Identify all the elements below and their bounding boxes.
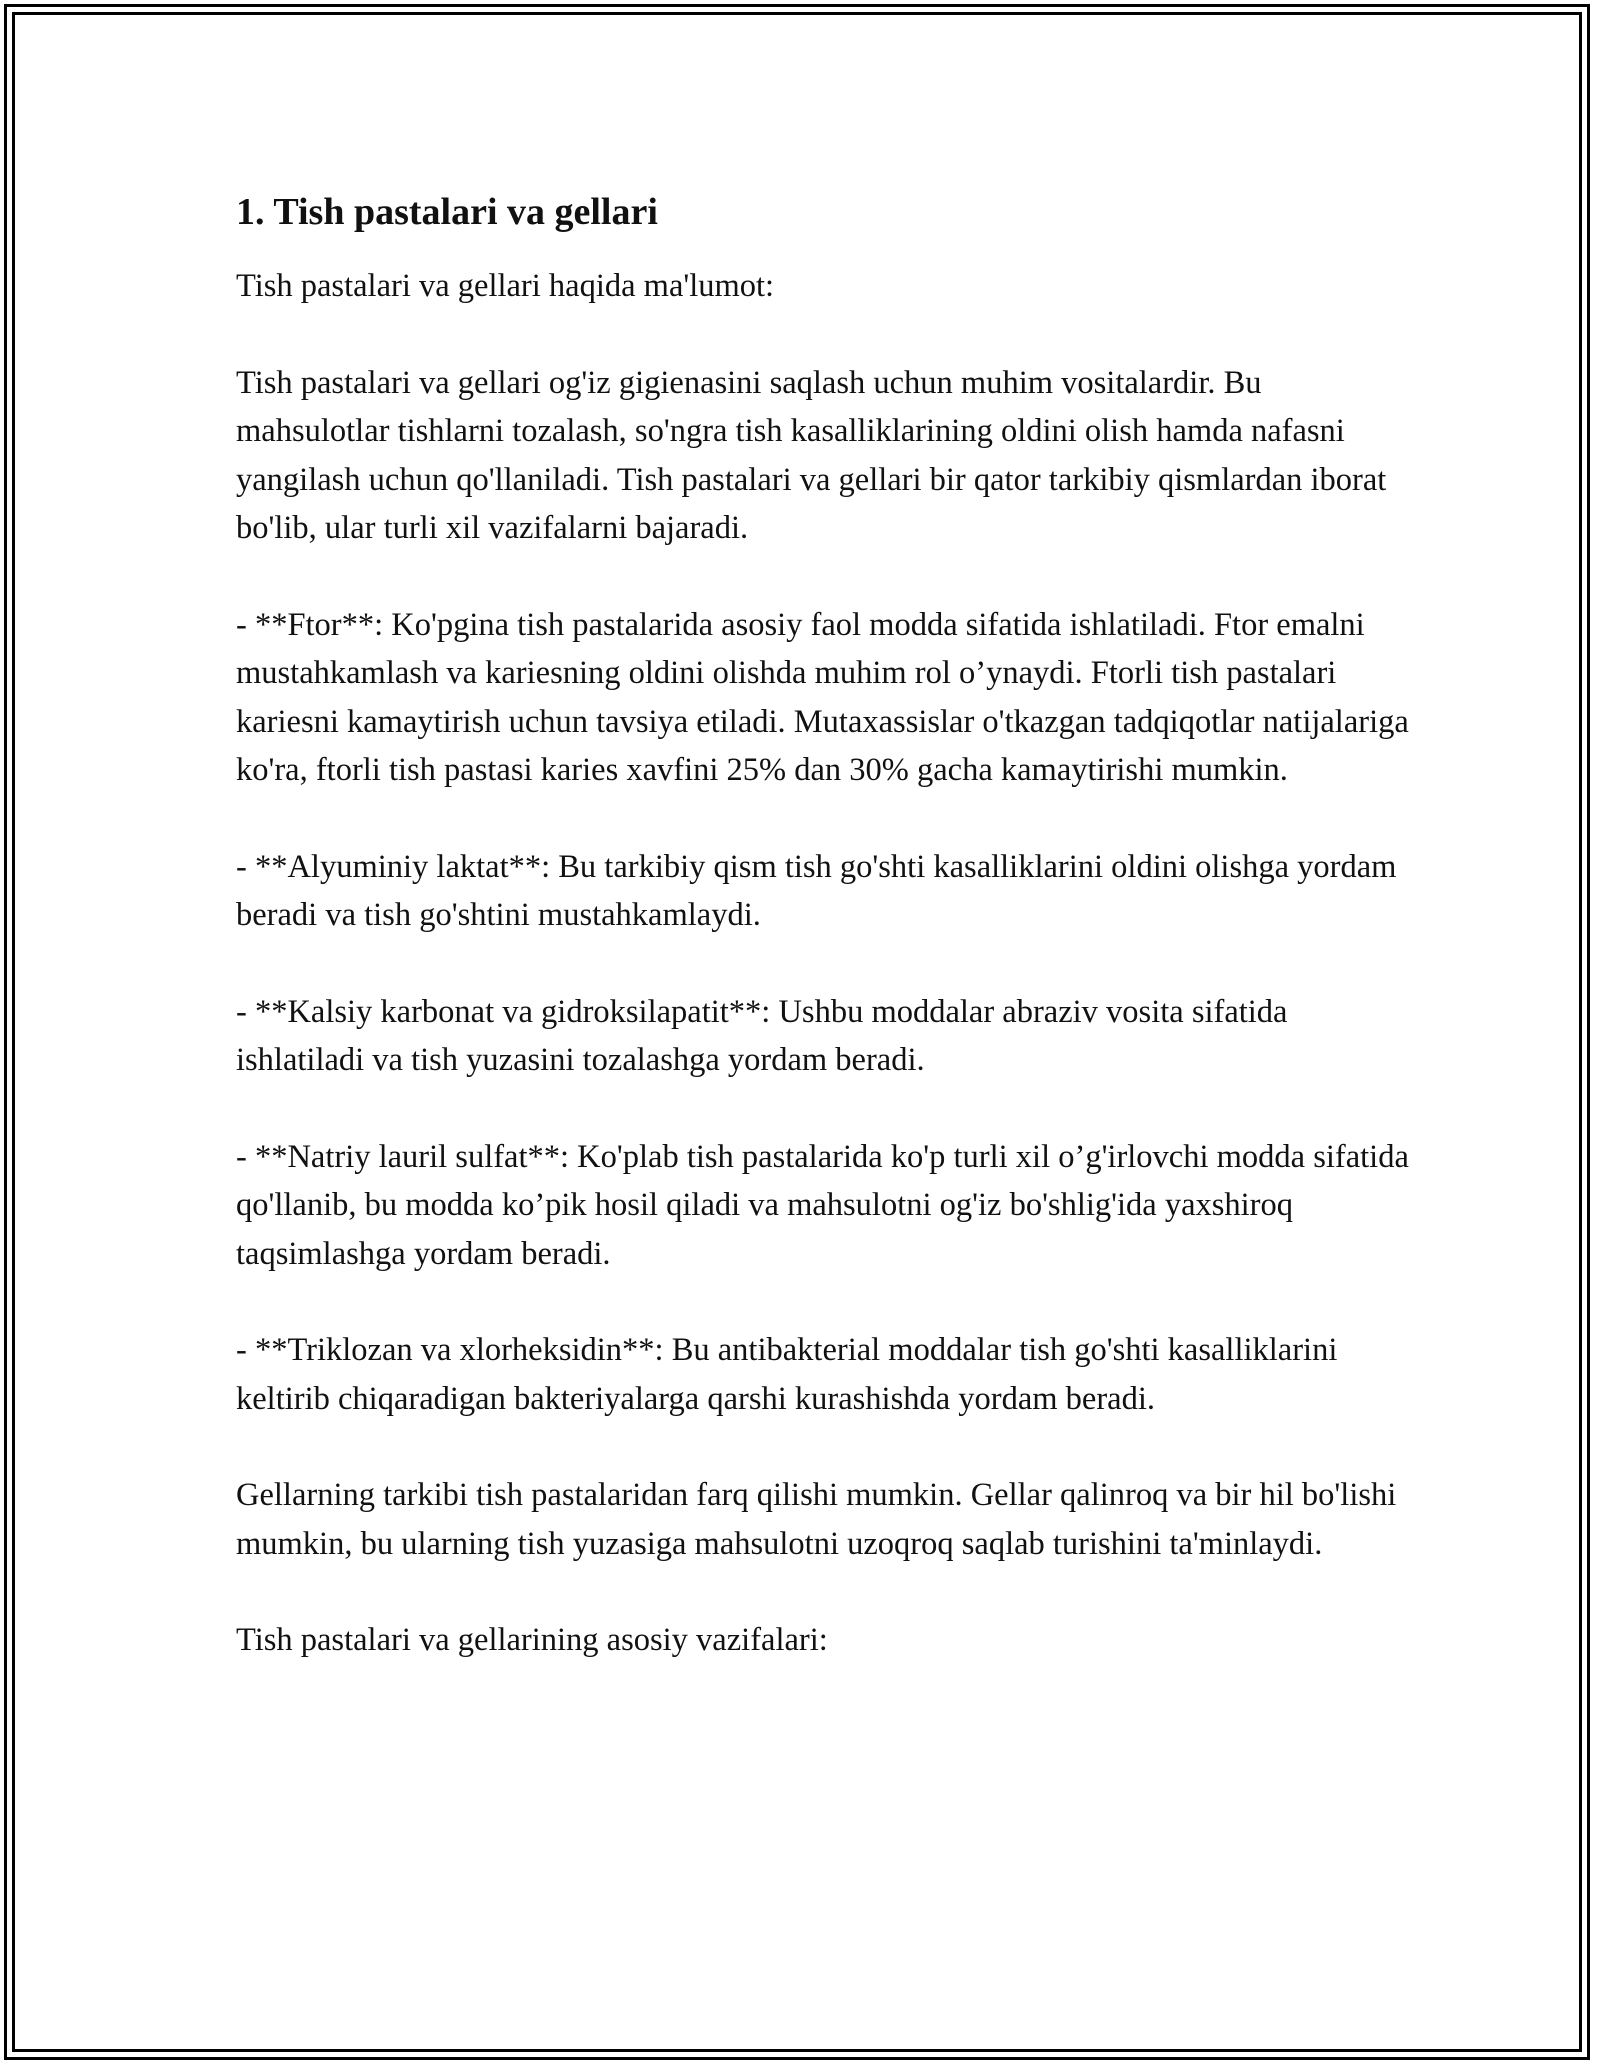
overview-paragraph: Tish pastalari va gellari og'iz gigienasini saqlash uchun muhim vositalardir. Bu mahsulotlar tishlarni tozalash, so'ngra tish kasalliklarining oldini olish hamda nafasni yangilash uchun qo'llaniladi. Tish pastalari va gellari bir qator tarkibiy qismlardan iborat bo'lib, ular turli xil vazifalarni bajaradi.	[236, 364, 1387, 546]
functions-paragraph: Tish pastalari va gellarining asosiy vazifalari:	[236, 1622, 828, 1658]
gels-paragraph: Gellarning tarkibi tish pastalaridan farq qilishi mumkin. Gellar qalinroq va bir hil bo'lishi mumkin, bu ularning tish yuzasiga mahsulotni uzoqroq saqlab turishini ta'minlaydi.	[236, 1477, 1397, 1562]
list-item-natriy-lauril-sulfat: - **Natriy lauril sulfat**: Ko'plab tish pastalarida ko'p turli xil o’g'irlovchi modda sifatida qo'llanib, bu modda ko’pik hosil qiladi va mahsulotni og'iz bo'shlig'ida yaxshiroq taqsimlashga yordam beradi.	[236, 1138, 1409, 1272]
section-heading: 1. Tish pastalari va gellari	[236, 191, 658, 233]
list-item-alyuminiy-laktat: - **Alyuminiy laktat**: Bu tarkibiy qism tish go'shti kasalliklarini oldini olishga yordam beradi va tish go'shtini mustahkamlaydi.	[236, 848, 1397, 933]
list-item-ftor: - **Ftor**: Ko'pgina tish pastalarida asosiy faol modda sifatida ishlatiladi. Ftor emalni mustahkamlash va kariesning oldini olishda muhim rol o’ynaydi. Ftorli tish pastalari kariesni kamaytirish uchun tavsiya etiladi. Mutaxassislar o'tkazgan tadqiqotlar natijalariga ko'ra, ftorli tish pastasi karies xavfini 25% dan 30% gacha kamaytirishi mumkin.	[236, 606, 1409, 788]
intro-paragraph: Tish pastalari va gellari haqida ma'lumot:	[236, 268, 775, 304]
list-item-triklozan: - **Triklozan va xlorheksidin**: Bu antibakterial moddalar tish go'shti kasalliklarini keltirib chiqaradigan bakteriyalarga qarshi kurashishda yordam beradi.	[236, 1332, 1338, 1417]
list-item-kalsiy-karbonat: - **Kalsiy karbonat va gidroksilapatit**: Ushbu moddalar abraziv vosita sifatida ishlatiladi va tish yuzasini tozalashga yordam beradi.	[236, 993, 1288, 1078]
document-body	[236, 186, 1416, 1713]
